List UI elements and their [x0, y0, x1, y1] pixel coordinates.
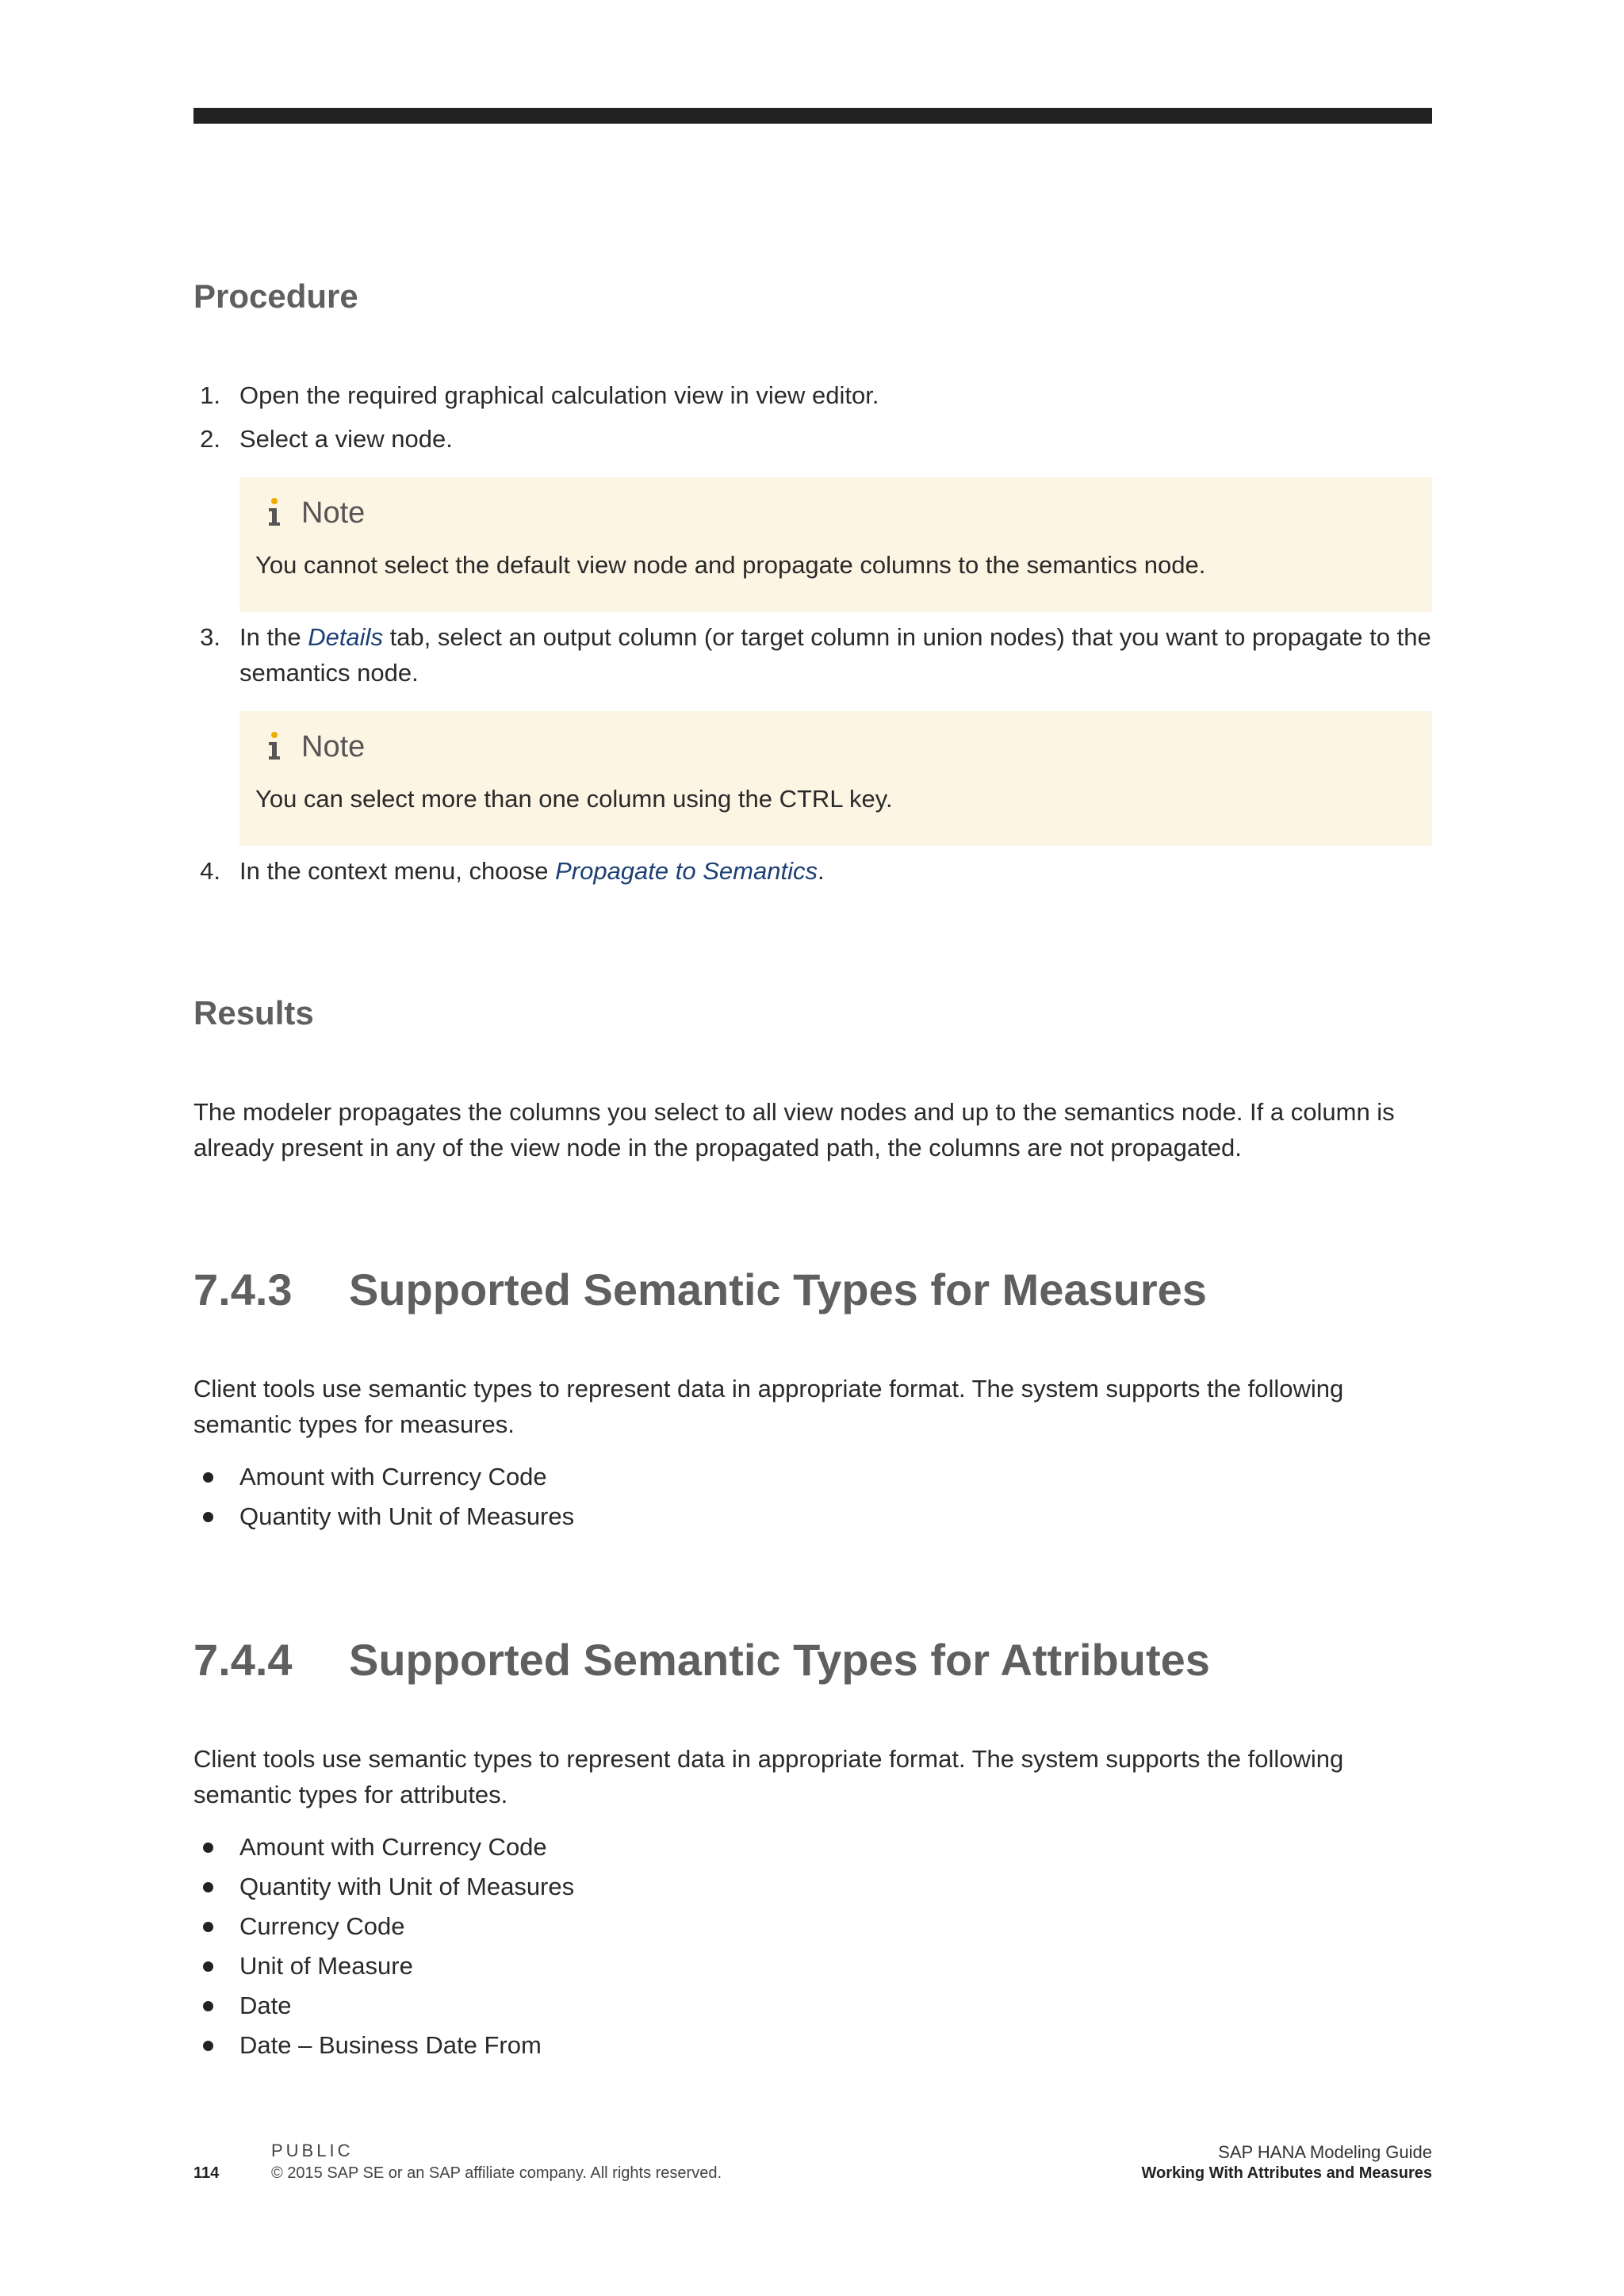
note-label: Note [301, 496, 366, 530]
section-heading-7-4-3 [193, 1264, 1207, 1315]
section-intro: Client tools use semantic types to represent data in appropriate format. The system supports the following semantic types for attributes. [193, 1745, 1344, 1808]
list-item-text: Quantity with Unit of Measures [239, 1873, 575, 1900]
list-item-text: Unit of Measure [239, 1952, 413, 1980]
bullet [203, 2001, 213, 2011]
list-item [193, 2026, 1432, 2065]
section-number: 7.4.4 [193, 1635, 293, 1685]
note-box [239, 711, 1432, 846]
step-text-part: tab, select an output column (or target column in union nodes) that you want to propagate to the semantics node. [239, 623, 1431, 687]
measures-semantic-types-list [193, 1457, 1432, 1536]
note-text: You can select more than one column using the CTRL key. [255, 785, 893, 813]
note-box [239, 477, 1432, 612]
list-item-text: Date – Business Date From [239, 2031, 542, 2059]
list-item-text: Amount with Currency Code [239, 1833, 547, 1861]
results-heading: Results [193, 994, 314, 1031]
list-item [193, 1867, 1432, 1907]
bullet [203, 1961, 213, 1972]
list-item [193, 1457, 1432, 1497]
list-item-text: Quantity with Unit of Measures [239, 1502, 575, 1530]
bullet [203, 1922, 213, 1932]
section-heading-7-4-4 [193, 1634, 1210, 1686]
list-item-text: Currency Code [239, 1912, 405, 1940]
step-text [239, 853, 1432, 889]
propagate-to-semantics-link[interactable]: Propagate to Semantics [555, 857, 818, 885]
copyright-text: © 2015 SAP SE or an SAP affiliate company. All rights reserved. [271, 2164, 722, 2182]
note-header [265, 493, 365, 533]
note-text: You cannot select the default view node and propagate columns to the semantics node. [255, 551, 1206, 579]
bullet [203, 1843, 213, 1853]
classification-label: PUBLIC [271, 2141, 354, 2160]
step-number: 4. [200, 857, 220, 885]
info-icon [265, 731, 284, 763]
step-text: Select a view node. [239, 425, 453, 453]
step-text-part: In the [239, 623, 308, 651]
section-intro: Client tools use semantic types to represent data in appropriate format. The system supports the following semantic types for measures. [193, 1375, 1344, 1438]
note-header [265, 727, 365, 767]
procedure-heading: Procedure [193, 277, 358, 315]
list-item [193, 1827, 1432, 1867]
step-text [239, 619, 1432, 691]
list-item-text: Amount with Currency Code [239, 1463, 547, 1490]
step-number: 1. [200, 381, 220, 409]
list-item [193, 1946, 1432, 1986]
step-text: Open the required graphical calculation view in view editor. [239, 381, 879, 409]
step-text-part: . [817, 857, 825, 885]
note-label: Note [301, 729, 366, 763]
step-number: 3. [200, 623, 220, 651]
list-item-text: Date [239, 1992, 292, 2019]
section-number: 7.4.3 [193, 1265, 293, 1314]
section-title: Supported Semantic Types for Measures [349, 1265, 1207, 1314]
list-item [193, 1986, 1432, 2026]
bullet [203, 1512, 213, 1522]
guide-title: SAP HANA Modeling Guide [1218, 2142, 1432, 2162]
attributes-semantic-types-list [193, 1827, 1432, 2065]
bullet [203, 1472, 213, 1483]
bullet [203, 2041, 213, 2051]
list-item [193, 1907, 1432, 1946]
details-tab-link[interactable]: Details [308, 623, 383, 651]
results-text: The modeler propagates the columns you select to all view nodes and up to the semantics node. If a column is already present in any of the view node in the propagated path, the columns are not propagated. [193, 1098, 1395, 1161]
bullet [203, 1882, 213, 1892]
chapter-title: Working With Attributes and Measures [1141, 2164, 1432, 2182]
step-number: 2. [200, 425, 220, 453]
info-icon [265, 497, 284, 529]
header-rule [193, 108, 1432, 124]
list-item [193, 1497, 1432, 1536]
page-number: 114 [193, 2164, 220, 2182]
page-footer [193, 2141, 1432, 2188]
section-title: Supported Semantic Types for Attributes [349, 1635, 1210, 1685]
step-text-part: In the context menu, choose [239, 857, 556, 885]
